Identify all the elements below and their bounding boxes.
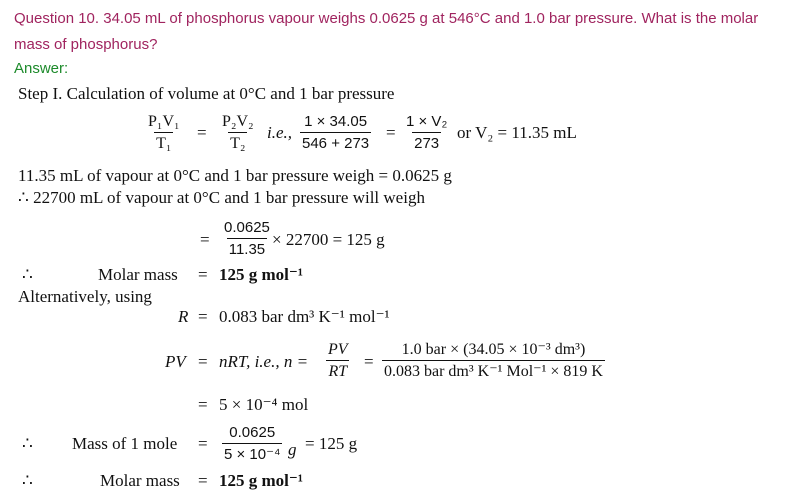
numerator: 1.0 bar × (34.05 × 10⁻³ dm³) <box>401 341 586 358</box>
step1-heading: Step I. Calculation of volume at 0°C and 1 bar pressure <box>18 84 395 103</box>
therefore-symbol: ∴ <box>22 471 33 490</box>
numerator: P₂V₂ <box>222 113 254 130</box>
fraction-weight <box>222 218 272 259</box>
fraction-pv-rt <box>326 340 350 381</box>
nrt-text: nRT, i.e., n = <box>219 352 309 371</box>
equals-sign: = <box>197 123 207 142</box>
denominator: T₂ <box>228 132 247 153</box>
numerator: 1 × V₂ <box>406 113 448 130</box>
equals-sign: = <box>200 230 210 249</box>
equals-sign: = <box>198 352 208 371</box>
fraction-moles <box>382 340 605 381</box>
equals-sign: = <box>364 352 374 371</box>
fraction-v2 <box>404 112 449 153</box>
answer-label: Answer: <box>14 60 69 77</box>
molar-mass-label: Molar mass <box>100 471 180 490</box>
numerator: 0.0625 <box>224 219 270 236</box>
equals-sign: = <box>198 471 208 490</box>
numerator: P₁V₁ <box>148 113 180 130</box>
moles-value: 5 × 10⁻⁴ mol <box>219 395 309 414</box>
fraction-values <box>300 112 371 153</box>
mass-result: = 125 g <box>305 434 358 453</box>
therefore-symbol: ∴ <box>22 265 33 284</box>
fraction-mass <box>222 423 282 464</box>
numerator: PV <box>328 341 348 358</box>
numerator: 0.0625 <box>229 424 276 441</box>
fraction-p2v2-t2 <box>220 112 256 153</box>
v2-result: or V₂ = 11.35 mL <box>457 123 577 142</box>
equals-sign: = <box>198 265 208 284</box>
numerator: 1 × 34.05 <box>304 113 368 130</box>
denominator: 0.083 bar dm³ K⁻¹ Mol⁻¹ × 819 K <box>382 360 605 381</box>
equals-sign: = <box>386 123 396 142</box>
r-symbol: R <box>178 307 189 326</box>
gram-unit: g <box>288 440 297 459</box>
denominator: 546 + 273 <box>300 132 371 153</box>
line-therefore-22700: ∴ 22700 mL of vapour at 0°C and 1 bar pressure will weigh <box>18 188 425 207</box>
pv-symbol: PV <box>165 352 186 371</box>
molar-mass-label: Molar mass <box>98 265 178 284</box>
equals-sign: = <box>198 434 208 453</box>
therefore-symbol: ∴ <box>22 434 33 453</box>
molar-mass-value: 125 g mol⁻¹ <box>219 265 303 284</box>
denominator: RT <box>326 360 349 381</box>
question-text: Question 10. 34.05 mL of phosphorus vapour weighs 0.0625 g at 546°C and 1.0 bar pressure. What is the molar mass of phosphorus? <box>14 10 759 53</box>
ie-text: i.e., <box>267 123 293 142</box>
weight-result: × 22700 = 125 g <box>272 230 385 249</box>
fraction-p1v1-t1 <box>146 112 182 153</box>
alternatively-text: Alternatively, using <box>18 287 152 306</box>
equals-sign: = <box>198 395 208 414</box>
denominator: 11.35 <box>227 238 267 259</box>
mass-of-one-mole-label: Mass of 1 mole <box>72 434 178 453</box>
denominator: T₁ <box>154 132 173 153</box>
denominator: 273 <box>412 132 441 153</box>
gas-constant-value: 0.083 bar dm³ K⁻¹ mol⁻¹ <box>219 307 390 326</box>
denominator: 5 × 10⁻⁴ <box>222 443 282 464</box>
line-weigh: 11.35 mL of vapour at 0°C and 1 bar pressure weigh = 0.0625 g <box>18 166 452 185</box>
molar-mass-value: 125 g mol⁻¹ <box>219 471 303 490</box>
equals-sign: = <box>198 307 208 326</box>
